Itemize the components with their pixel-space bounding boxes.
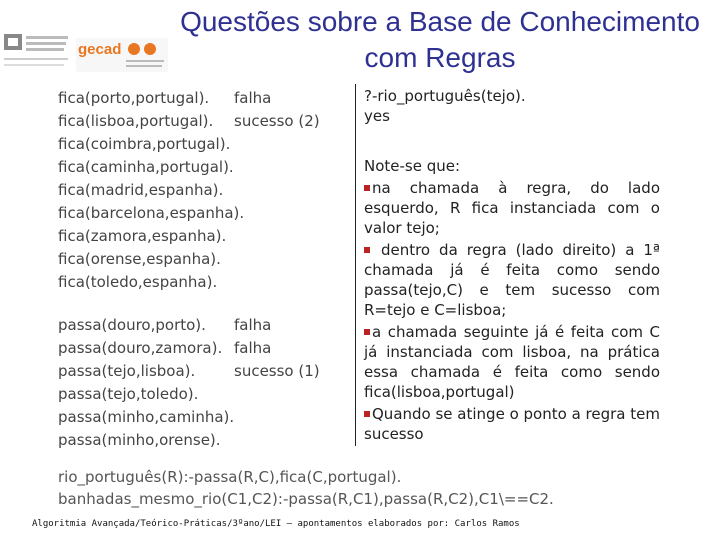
square-bullet-icon: [364, 411, 370, 417]
fica-result-2: sucesso (2): [234, 112, 320, 130]
title-line-2: com Regras: [364, 42, 516, 73]
rule-rio-portugues: rio_português(R):-passa(R,C),fica(C,portugal).: [58, 468, 402, 486]
square-bullet-icon: [364, 247, 370, 253]
passa-facts-list: [58, 314, 234, 452]
note-text: a chamada seguinte já é feita com C já instanciada com lisboa, na prática essa chamada é feita como sendo fica(lisboa,portugal): [364, 323, 660, 401]
title-line-1: Questões sobre a Base de Conhecimento: [180, 6, 700, 37]
square-bullet-icon: [364, 329, 370, 335]
rule-banhadas-mesmo-rio: banhadas_mesmo_rio(C1,C2):-passa(R,C1),passa(R,C2),C1\==C2.: [58, 490, 554, 508]
gecad-logo-graphic: [76, 38, 168, 72]
fica-facts-list: [58, 87, 244, 294]
note-text: dentro da regra (lado direito) a 1ª chamada já é feita como sendo passa(tejo,C) e tem sucesso com R=tejo e C=lisboa;: [364, 241, 660, 319]
passa-result-3: sucesso (1): [234, 362, 320, 380]
fact-line: fica(orense,espanha).: [58, 250, 221, 268]
footer-credit: Algoritmia Avançada/Teórico-Práticas/3ºano/LEI – apontamentos elaborados por: Carlos Ramos: [32, 519, 520, 529]
fact-line: fica(coimbra,portugal).: [58, 135, 231, 153]
note-heading: Note-se que:: [364, 157, 461, 175]
fact-line: fica(toledo,espanha).: [58, 273, 218, 291]
fact-line: fica(barcelona,espanha).: [58, 204, 245, 222]
fact-line: fica(porto,portugal).: [58, 89, 210, 107]
note-item: [364, 178, 660, 238]
note-item: [364, 240, 660, 320]
note-item: [364, 404, 660, 444]
fact-line: passa(douro,zamora).: [58, 339, 223, 357]
fact-line: fica(zamora,espanha).: [58, 227, 227, 245]
query-line: ?-rio_português(tejo).: [364, 87, 526, 105]
note-text: na chamada à regra, do lado esquerdo, R fica instanciada com o valor tejo;: [364, 179, 660, 237]
fact-line: passa(douro,porto).: [58, 316, 206, 334]
note-item: [364, 322, 660, 402]
fact-line: fica(caminha,portugal).: [58, 158, 234, 176]
column-divider: [355, 84, 356, 446]
query-answer: yes: [364, 107, 390, 125]
institution-logo-graphic: [2, 30, 72, 72]
fica-result-1: falha: [234, 89, 272, 107]
passa-result-2: falha: [234, 339, 272, 357]
fact-line: passa(tejo,toledo).: [58, 385, 199, 403]
slide-title: [160, 4, 720, 76]
gecad-logo: [76, 38, 168, 72]
institution-logo: [2, 30, 72, 72]
fact-line: passa(tejo,lisboa).: [58, 362, 196, 380]
fact-line: passa(minho,orense).: [58, 431, 221, 449]
fact-line: fica(madrid,espanha).: [58, 181, 224, 199]
fact-line: passa(minho,caminha).: [58, 408, 235, 426]
passa-result-1: falha: [234, 316, 272, 334]
note-text: Quando se atinge o ponto a regra tem sucesso: [364, 405, 660, 443]
square-bullet-icon: [364, 185, 370, 191]
fact-line: fica(lisboa,portugal).: [58, 112, 214, 130]
gecad-wordmark: gecad: [78, 41, 122, 58]
